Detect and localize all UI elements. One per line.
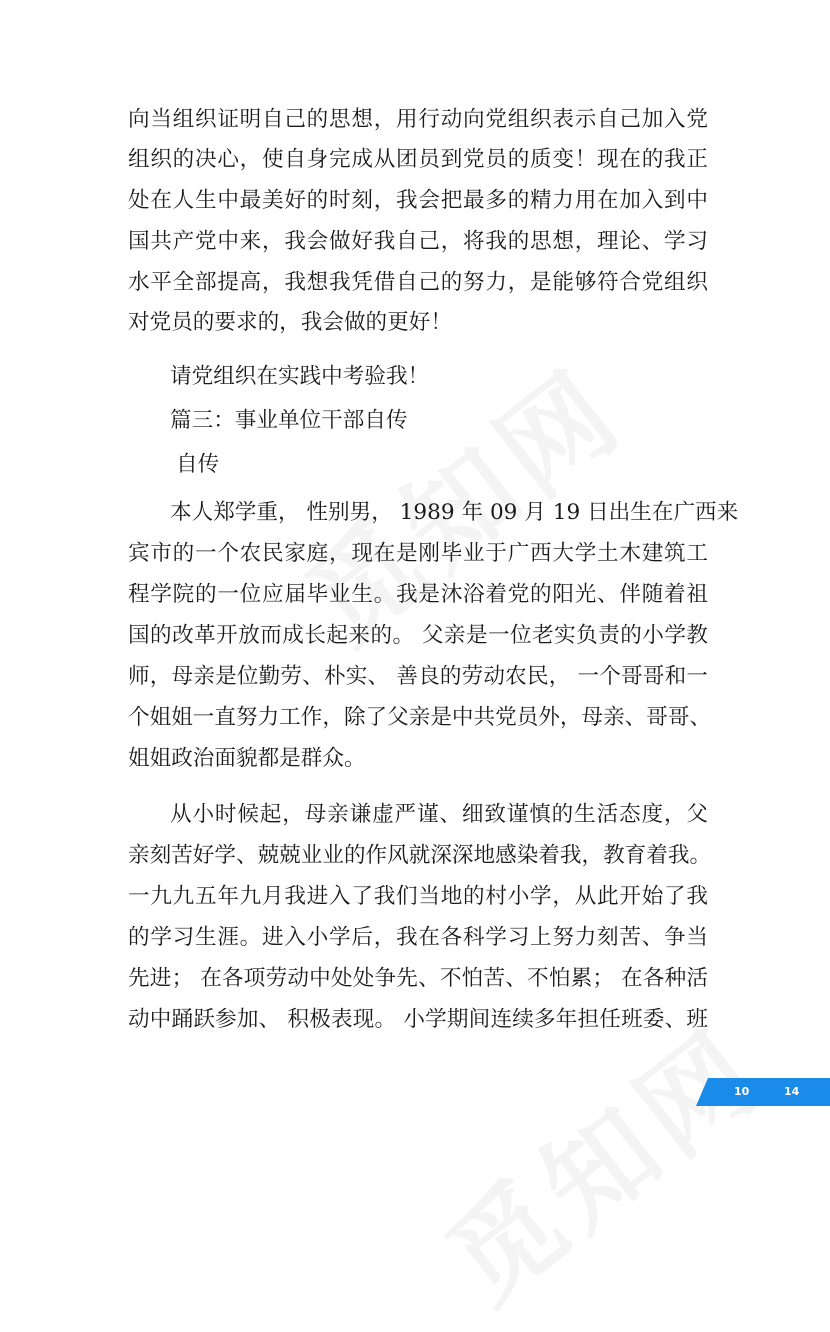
paragraph-line: 先进； 在各项劳动中处处争先、不怕苦、不怕累； 在各种活 (128, 966, 708, 991)
paragraph-line: 对党员的要求的，我会做的更好！ (128, 310, 452, 335)
paragraph-line: 处在人生中最美好的时刻，我会把最多的精力用在加入到中 (128, 188, 708, 213)
paragraph-line: 动中踊跃参加、 积极表现。 小学期间连续多年担任班委、班 (128, 1007, 708, 1032)
paragraph-line: 一九九五年九月我进入了我们当地的村小学，从此开始了我 (128, 884, 708, 909)
paragraph-line: 亲刻苦好学、兢兢业业的作风就深深地感染着我，教育着我。 (128, 843, 712, 868)
section-subheading: 自传 (176, 452, 220, 477)
total-page-count: 14 (784, 1085, 800, 1098)
paragraph-line: 的学习生涯。进入小学后，我在各科学习上努力刻苦、争当 (128, 925, 708, 950)
paragraph-line: 宾市的一个农民家庭，现在是刚毕业于广西大学土木建筑工 (128, 541, 708, 566)
paragraph-line: 师，母亲是位勤劳、朴实、 善良的劳动农民， 一个哥哥和一 (128, 664, 708, 689)
current-page-number: 10 (734, 1085, 750, 1098)
paragraph-line: 水平全部提高，我想我凭借自己的努力，是能够符合党组织 (128, 270, 708, 295)
paragraph-line: 请党组织在实践中考验我！ (170, 364, 430, 389)
paragraph-line: 个姐姐一直努力工作，除了父亲是中共党员外，母亲、哥哥、 (128, 705, 712, 730)
paragraph-line: 国共产党中来，我会做好我自己，将我的思想，理论、学习 (128, 229, 708, 254)
paragraph-line: 组织的决心，使自身完成从团员到党员的质变！现在的我正 (128, 147, 708, 172)
paragraph-line: 国的改革开放而成长起来的。 父亲是一位老实负责的小学教 (128, 623, 708, 648)
page-number-bar (696, 1078, 830, 1106)
paragraph-line: 从小时候起，母亲谦虚严谨、细致谨慎的生活态度，父 (170, 802, 708, 827)
paragraph-line: 向当组织证明自己的思想，用行动向党组织表示自己加入党 (128, 107, 708, 132)
paragraph-line: 本人郑学重， 性别男， 1989 年 09 月 19 日出生在广西来 (170, 500, 739, 525)
paragraph-line: 姐姐政治面貌都是群众。 (128, 746, 366, 771)
paragraph-line: 程学院的一位应届毕业生。我是沐浴着党的阳光、伴随着祖 (128, 582, 708, 607)
section-heading: 篇三：事业单位干部自传 (170, 408, 408, 433)
